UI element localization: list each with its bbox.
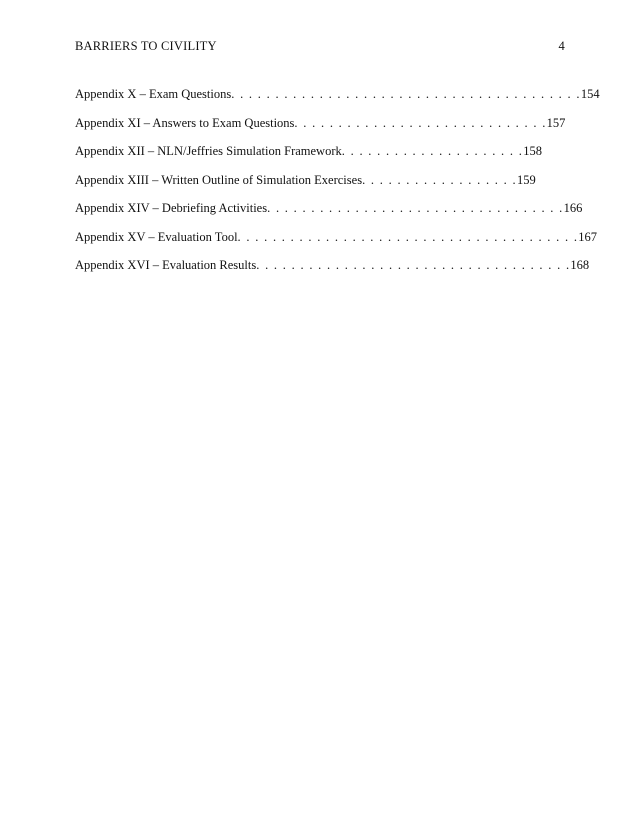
toc-entry-appendix-xi: [75, 114, 565, 143]
toc-entry-appendix-xvi: [75, 256, 590, 285]
toc-entry-label: Appendix XI – Answers to Exam Questions: [75, 115, 295, 130]
toc-entry-label: Appendix X – Exam Questions: [75, 87, 232, 101]
toc-entry-label: Appendix XIV – Debriefing Activities: [75, 201, 268, 215]
running-title: BARRIERS TO CIVILITY: [75, 39, 217, 53]
toc-entry-page: 158: [523, 144, 542, 158]
toc-entry-label: Appendix XIII – Written Outline of Simulation Exercises: [75, 172, 363, 187]
toc-entry-appendix-xv: [75, 228, 598, 257]
toc-entry-appendix-xiii: [75, 171, 565, 200]
toc-dot-leader: . . . . . . . . . . . . . . . . . . . . . . . . . . . . . . . . . . . . . . .: [237, 229, 579, 244]
toc-dot-leader: . . . . . . . . . . . . . . . . . . . . . . . . . . . . . . . . . . . . . . . .: [231, 87, 581, 101]
toc-entry-label: Appendix XII – NLN/Jeffries Simulation Framework: [75, 144, 342, 158]
toc-entry-appendix-xii: [75, 142, 565, 171]
toc-entry-page: 154: [580, 87, 600, 101]
toc-dot-leader: . . . . . . . . . . . . . . . . . .: [362, 172, 517, 187]
toc-dot-leader: . . . . . . . . . . . . . . . . . . . . .: [341, 144, 524, 158]
toc-dot-leader: . . . . . . . . . . . . . . . . . . . . . . . . . . . . . . . . . . . .: [256, 258, 571, 272]
toc-entry-appendix-x: [75, 85, 600, 114]
toc-entry-page: 167: [578, 229, 598, 244]
toc-entry-appendix-xiv: [75, 199, 583, 228]
toc-entry-page: 157: [546, 115, 566, 130]
toc-dot-leader: . . . . . . . . . . . . . . . . . . . . . . . . . . . . .: [294, 115, 547, 130]
toc-entry-label: Appendix XV – Evaluation Tool: [75, 229, 238, 244]
toc-entry-page: 168: [570, 258, 590, 272]
running-head: [75, 37, 565, 55]
toc-entry-label: Appendix XVI – Evaluation Results: [75, 258, 257, 272]
table-of-contents: [75, 85, 600, 285]
toc-entry-page: 166: [563, 201, 583, 215]
toc-entry-page: 159: [516, 172, 536, 187]
page-number: 4: [558, 39, 565, 53]
toc-dot-leader: . . . . . . . . . . . . . . . . . . . . . . . . . . . . . . . . . .: [267, 201, 564, 215]
